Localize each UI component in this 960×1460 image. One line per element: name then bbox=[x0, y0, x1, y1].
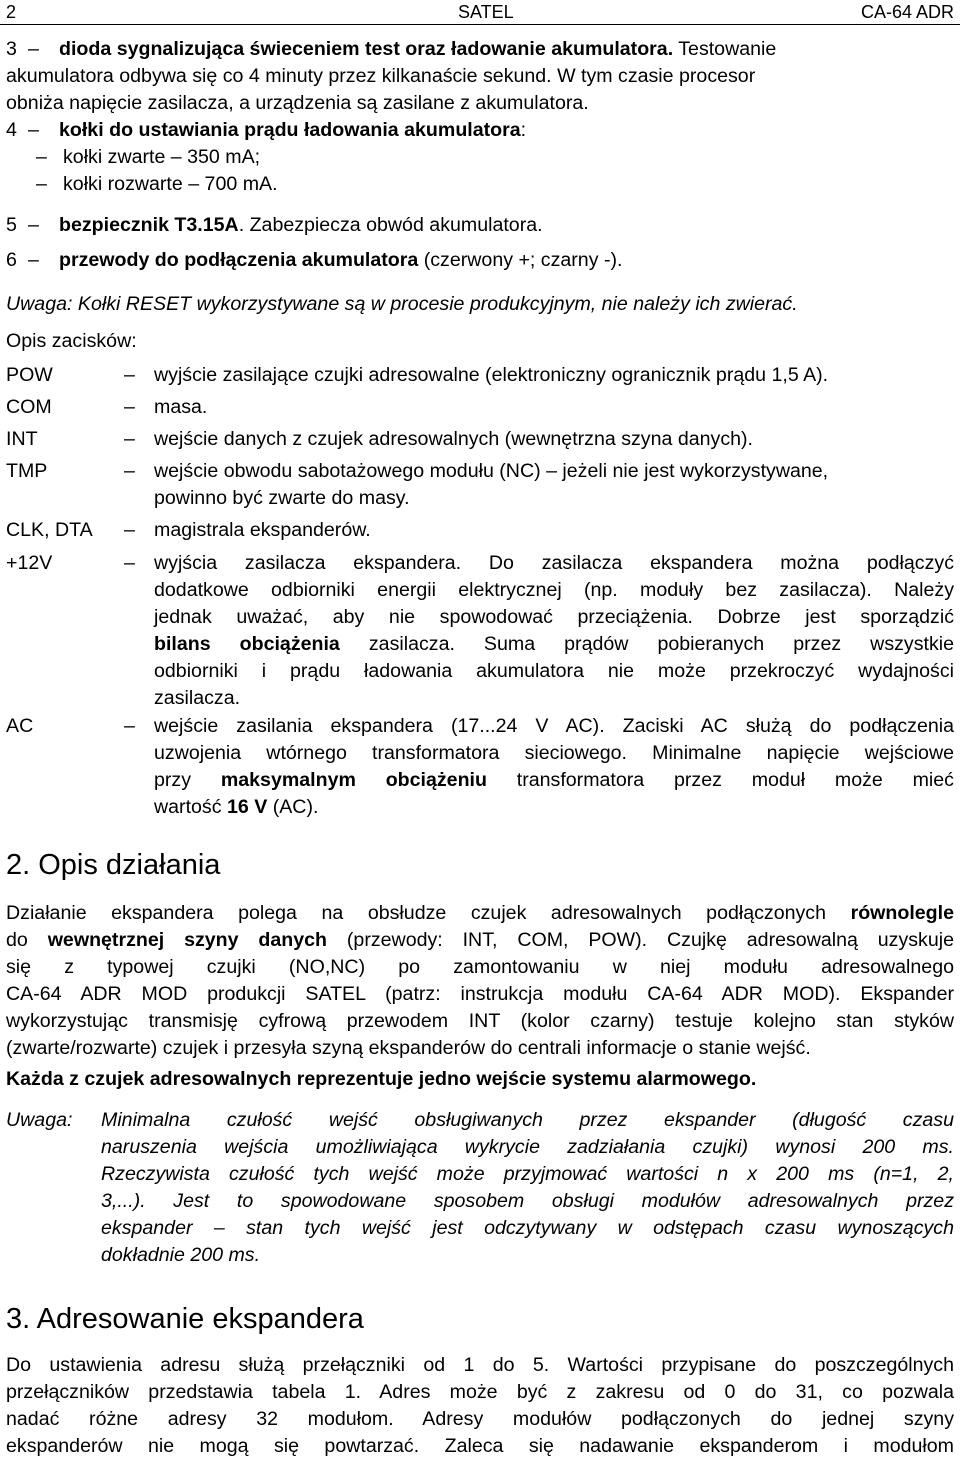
list-item-line bbox=[6, 212, 954, 239]
page-number: 2 bbox=[6, 2, 17, 22]
paragraph-line: nadać różne adresy 32 modułom. Adresy modułów podłączonych do jednej szyny bbox=[6, 1408, 954, 1430]
terminal-description-line: jednak uważać, aby nie spowodować przeciążenia. Dobrze jest sporządzić bbox=[154, 606, 954, 628]
terminal-description-line: masa. bbox=[154, 396, 208, 418]
terminal-name: TMP bbox=[6, 460, 48, 482]
terminal-description-line: magistrala ekspanderów. bbox=[154, 519, 371, 541]
terminal-description bbox=[154, 362, 954, 389]
terminal-dash: – bbox=[124, 519, 135, 541]
list-item-5 bbox=[6, 212, 954, 239]
list-item-3 bbox=[6, 36, 954, 117]
note-line: 3,...). Jest to spowodowane sposobem obsługi modułów adresowalnych przez bbox=[101, 1190, 954, 1212]
terminal-dash: – bbox=[124, 460, 135, 482]
item-bold-text: przewody do podłączenia akumulatora bbox=[59, 249, 419, 271]
paragraph-line: ekspanderów nie mogą się powtarzać. Zaleca się nadawanie ekspanderom i modułom bbox=[6, 1435, 954, 1457]
note-line bbox=[6, 291, 954, 318]
terminal-description-line: powinno być zwarte do masy. bbox=[154, 487, 410, 509]
terminal-name: +12V bbox=[6, 552, 53, 574]
terminal-description bbox=[154, 458, 954, 512]
item-number: 6 bbox=[6, 249, 17, 271]
section-2-bold-statement bbox=[6, 1066, 954, 1093]
sub-item-text: kołki rozwarte – 700 mA. bbox=[63, 173, 278, 195]
header-rule bbox=[0, 24, 960, 25]
document-title: CA-64 ADR bbox=[860, 2, 954, 22]
bold-phrase: bilans obciążenia bbox=[154, 633, 340, 655]
item-bold-text: bezpiecznik T3.15A bbox=[59, 214, 239, 236]
bold-phrase: maksymalnym obciążeniu bbox=[220, 769, 487, 791]
section-3-paragraph bbox=[6, 1352, 954, 1460]
terminal-description-line: przy maksymalnym obciążeniu transformatora przez moduł może mieć bbox=[154, 769, 954, 791]
paragraph-line: do wewnętrznej szyny danych (przewody: INT, COM, POW). Czujkę adresowalną uzyskuje bbox=[6, 929, 954, 951]
list-item-6 bbox=[6, 247, 954, 274]
terminal-name: CLK, DTA bbox=[6, 519, 93, 541]
terminal-dash: – bbox=[124, 428, 135, 450]
list-item-line bbox=[6, 117, 954, 144]
terminal-description bbox=[154, 713, 954, 821]
item-text: (czerwony +; czarny -). bbox=[418, 249, 623, 271]
item-dash: – bbox=[28, 119, 39, 141]
terminal-name: COM bbox=[6, 396, 52, 418]
section-2-paragraph bbox=[6, 900, 954, 1062]
bold-statement-text: Każda z czujek adresowalnych reprezentuje jedno wejście systemu alarmowego. bbox=[6, 1068, 757, 1090]
terminal-description bbox=[154, 550, 954, 712]
item-number: 4 bbox=[6, 119, 17, 141]
paragraph-line: wykorzystując transmisję cyfrową przewodem INT (kolor czarny) testuje kolejno stan styków bbox=[6, 1010, 954, 1032]
bold-phrase: 16 V bbox=[226, 796, 268, 818]
terminal-dash: – bbox=[124, 552, 135, 574]
note-label: Uwaga: bbox=[6, 293, 73, 315]
item-dash: – bbox=[28, 249, 39, 271]
list-item-line: obniża napięcie zasilacza, a urządzenia są zasilane z akumulatora. bbox=[6, 92, 589, 114]
paragraph-line: Działanie ekspandera polega na obsłudze czujek adresowalnych podłączonych równolegle bbox=[6, 902, 954, 924]
paragraph-line: przełączników przedstawia tabela 1. Adres może być z zakresu od 0 do 31, co pozwala bbox=[6, 1381, 954, 1403]
item-number: 3 bbox=[6, 38, 17, 60]
sub-item-dash: – bbox=[36, 146, 47, 168]
paragraph-line: się z typowej czujki (NO,NC) po zamontowaniu w niej modułu adresowalnego bbox=[6, 956, 954, 978]
sub-item bbox=[6, 171, 954, 198]
item-dash: – bbox=[28, 38, 39, 60]
note-line: ekspander – stan tych wejść jest odczytywany w odstępach czasu wynoszących bbox=[101, 1217, 954, 1239]
terminal-description bbox=[154, 426, 954, 453]
terminals-heading bbox=[6, 328, 954, 355]
terminal-description-line: wejście danych z czujek adresowalnych (wewnętrzna szyna danych). bbox=[154, 428, 753, 450]
terminal-description-line: wyjście zasilające czujki adresowalne (elektroniczny ogranicznik prądu 1,5 A). bbox=[154, 364, 829, 386]
terminal-name: AC bbox=[6, 715, 34, 737]
list-item-line bbox=[6, 36, 954, 63]
list-item-line: akumulatora odbywa się co 4 minuty przez kilkanaście sekund. W tym czasie procesor bbox=[6, 65, 756, 87]
terminal-description-line: zasilacza. bbox=[154, 687, 241, 709]
note-line: naruszenia wejścia umożliwiająca wykrycie zadziałania czujki) wynosi 200 ms. bbox=[101, 1136, 954, 1158]
terminal-dash: – bbox=[124, 364, 135, 386]
sub-item bbox=[6, 144, 954, 171]
item-dash: – bbox=[28, 214, 39, 236]
terminal-description bbox=[154, 517, 954, 544]
sub-item-dash: – bbox=[36, 173, 47, 195]
item-bold-text: dioda sygnalizująca świeceniem test oraz ładowanie akumulatora. bbox=[59, 38, 674, 60]
terminal-description-line: wyjścia zasilacza ekspandera. Do zasilacza ekspandera można podłączyć bbox=[154, 552, 954, 574]
paragraph-line: CA-64 ADR MOD produkcji SATEL (patrz: instrukcja modułu CA-64 ADR MOD). Ekspander bbox=[6, 983, 954, 1005]
publisher-name: SATEL bbox=[458, 2, 514, 22]
section-heading-2: 2. Opis działania bbox=[6, 849, 221, 881]
note-line: Minimalna czułość wejść obsługiwanych przez ekspander (długość czasu bbox=[101, 1109, 954, 1131]
terminal-description-line: bilans obciążenia zasilacza. Suma prądów pobieranych przez wszystkie bbox=[154, 633, 954, 655]
note-reset-pins bbox=[6, 291, 954, 318]
note-line: Rzeczywista czułość tych wejść może przyjmować wartości n x 200 ms (n=1, 2, bbox=[101, 1163, 954, 1185]
terminal-name: POW bbox=[6, 364, 53, 386]
list-item-4 bbox=[6, 117, 954, 198]
terminal-description-line: dodatkowe odbiorniki energii elektrycznej (np. moduły bez zasilacza). Należy bbox=[154, 579, 954, 601]
note-text: Kołki RESET wykorzystywane są w procesie produkcyjnym, nie należy ich zwierać. bbox=[77, 293, 798, 315]
terminal-name: INT bbox=[6, 428, 38, 450]
note-label: Uwaga: bbox=[6, 1109, 73, 1131]
terminal-description bbox=[154, 394, 954, 421]
terminal-dash: – bbox=[124, 715, 135, 737]
terminal-description-line: wartość 16 V (AC). bbox=[154, 796, 319, 818]
note-sensitivity bbox=[101, 1107, 954, 1269]
terminal-dash: – bbox=[124, 396, 135, 418]
page-header bbox=[6, 0, 954, 27]
terminal-description-line: odbiorniki i prądu ładowania akumulatora nie może przekroczyć wydajności bbox=[154, 660, 954, 682]
terminal-description-line: wejście obwodu sabotażowego modułu (NC) – jeżeli nie jest wykorzystywane, bbox=[154, 460, 829, 482]
list-item-line bbox=[6, 247, 954, 274]
item-text: : bbox=[520, 119, 527, 141]
item-text: Testowanie bbox=[673, 38, 777, 60]
paragraph-line: (zwarte/rozwarte) czujek i przesyła szyną ekspanderów do centrali informacje o stanie wejść. bbox=[6, 1037, 811, 1059]
terminals-heading-text: Opis zacisków: bbox=[6, 330, 137, 352]
paragraph-line: Do ustawienia adresu służą przełączniki od 1 do 5. Wartości przypisane do poszczególnych bbox=[6, 1354, 954, 1376]
terminal-description-line: uzwojenia wtórnego transformatora sieciowego. Minimalne napięcie wejściowe bbox=[154, 742, 954, 764]
note-line: dokładnie 200 ms. bbox=[101, 1244, 261, 1266]
item-text: . Zabezpiecza obwód akumulatora. bbox=[238, 214, 543, 236]
item-number: 5 bbox=[6, 214, 17, 236]
sub-item-text: kołki zwarte – 350 mA; bbox=[63, 146, 261, 168]
section-heading-3: 3. Adresowanie ekspandera bbox=[6, 1303, 364, 1335]
terminal-description-line: wejście zasilania ekspandera (17...24 V AC). Zaciski AC służą do podłączenia bbox=[154, 715, 954, 737]
item-bold-text: kołki do ustawiania prądu ładowania akumulatora bbox=[59, 119, 521, 141]
